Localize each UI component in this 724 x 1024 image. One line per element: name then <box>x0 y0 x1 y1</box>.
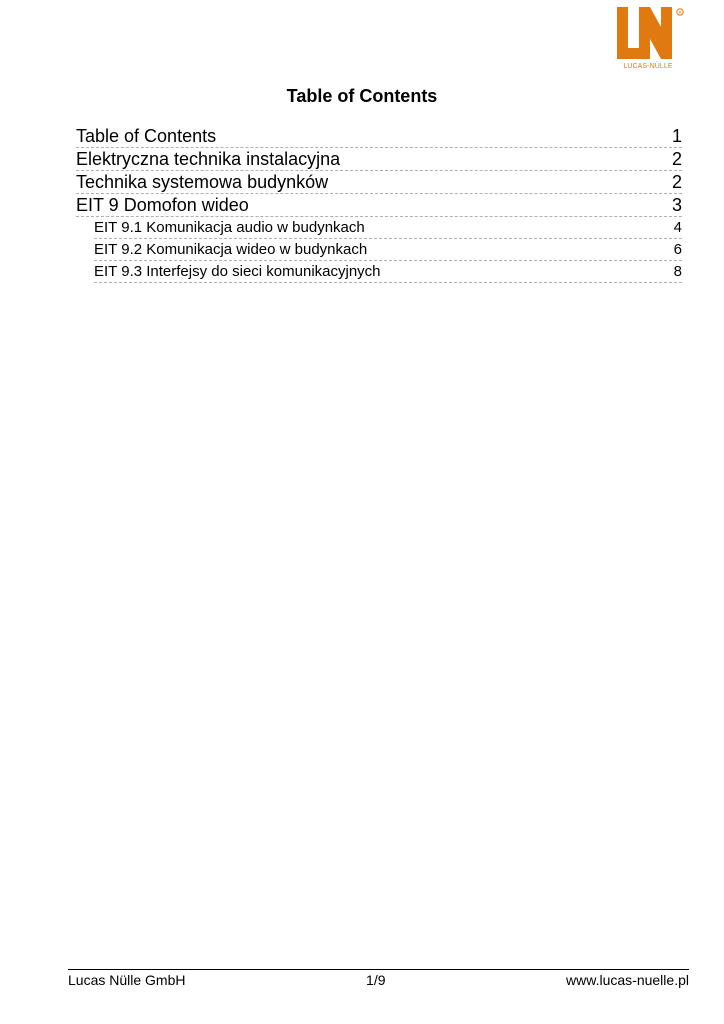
toc-entry-page: 2 <box>671 149 682 169</box>
toc-entry-page: 3 <box>671 195 682 215</box>
footer-page-number: 1/9 <box>366 972 386 988</box>
toc-subentry[interactable] <box>94 261 682 283</box>
toc-entry-label: EIT 9.1 Komunikacja audio w budynkach <box>94 219 365 236</box>
page-footer <box>68 972 689 988</box>
footer-divider <box>68 969 689 970</box>
logo-caption: LUCAS-NÜLLE <box>623 63 673 70</box>
toc-entry[interactable] <box>76 124 682 148</box>
footer-company: Lucas Nülle GmbH <box>68 972 186 988</box>
toc-entry-label: EIT 9.3 Interfejsy do sieci komunikacyjnych <box>94 263 381 280</box>
toc-entry-label: Table of Contents <box>76 126 217 146</box>
toc-entry[interactable] <box>76 148 682 171</box>
table-of-contents <box>76 124 682 283</box>
toc-entry-page: 8 <box>673 263 682 280</box>
toc-entry-page: 6 <box>673 241 682 258</box>
toc-subentry[interactable] <box>94 217 682 239</box>
toc-entry-label: Technika systemowa budynków <box>76 172 329 192</box>
toc-entry[interactable] <box>76 171 682 194</box>
toc-entry-page: 1 <box>671 126 682 146</box>
toc-subentry[interactable] <box>94 239 682 261</box>
toc-entry-label: Elektryczna technika instalacyjna <box>76 149 341 169</box>
svg-text:R: R <box>678 9 682 15</box>
toc-entry-label: EIT 9 Domofon wideo <box>76 195 249 215</box>
page-title: Table of Contents <box>286 86 438 106</box>
toc-entry-page: 4 <box>673 219 682 236</box>
footer-website-link[interactable]: www.lucas-nuelle.pl <box>566 972 689 988</box>
toc-entry-page: 2 <box>671 172 682 192</box>
toc-entry-label: EIT 9.2 Komunikacja wideo w budynkach <box>94 241 368 258</box>
toc-entry[interactable] <box>76 194 682 217</box>
